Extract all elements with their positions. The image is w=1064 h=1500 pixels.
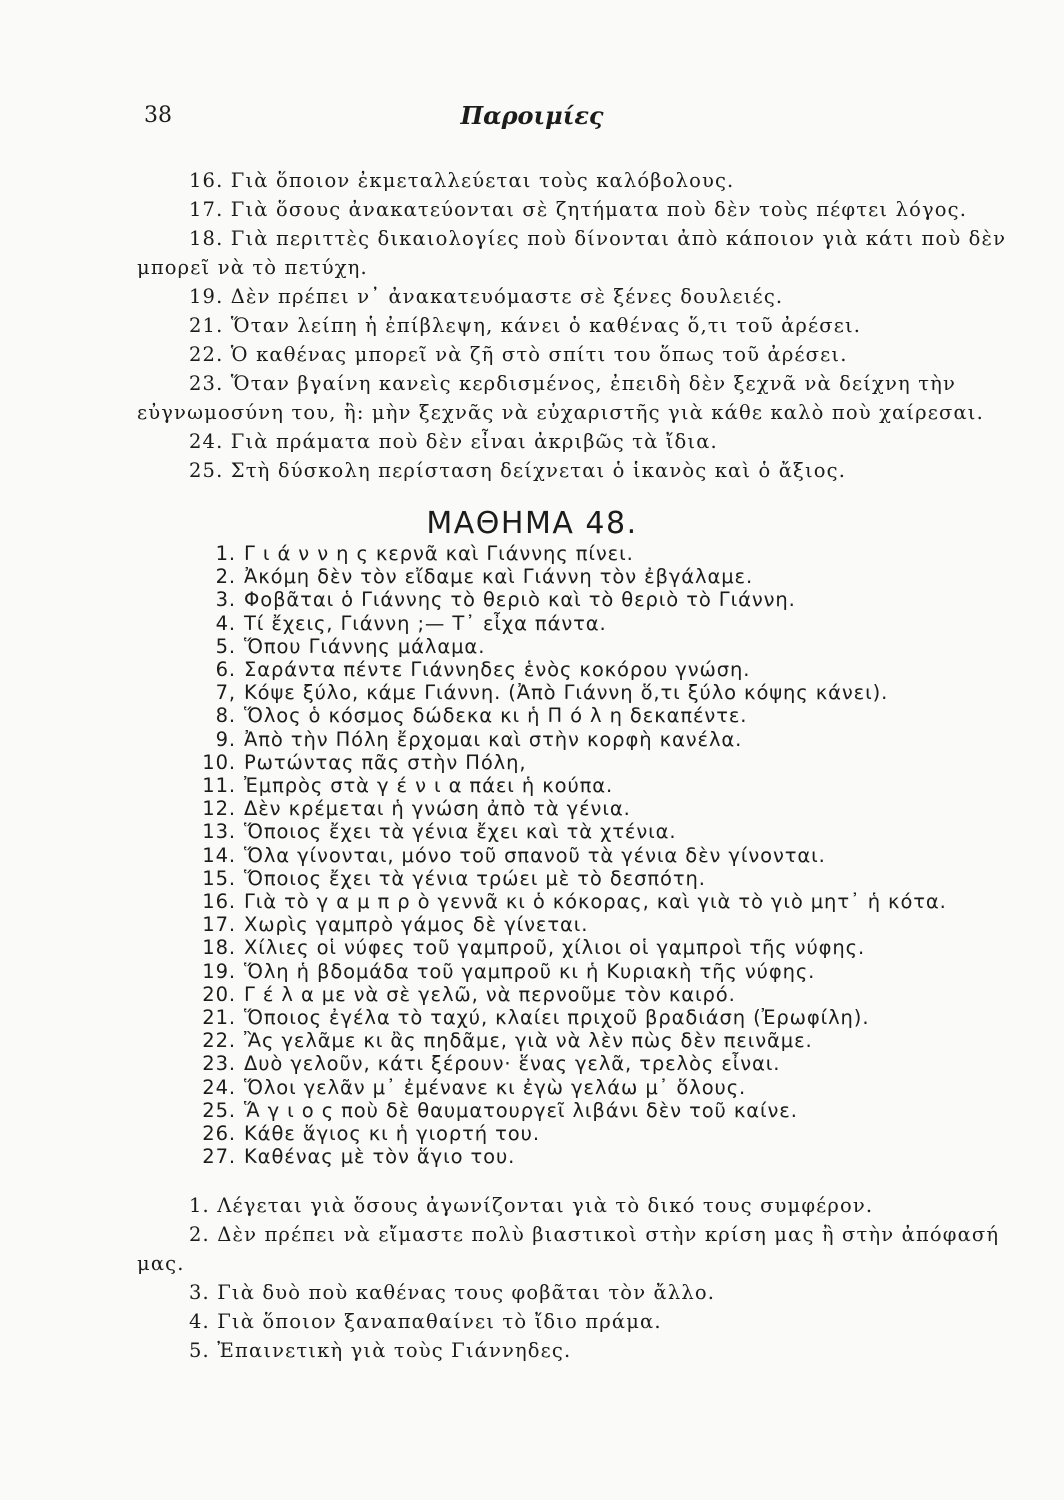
note-21: 21. Ὅταν λείπη ἡ ἐπίβλεψη, κάνει ὁ καθένας ὅ,τι τοῦ ἀρέσει. bbox=[189, 314, 862, 337]
saying-number: 20. bbox=[202, 982, 236, 1006]
saying-text: Καθένας μὲ τὸν ἅγιο του. bbox=[244, 1145, 516, 1169]
lesson-title: ΜΑΘΗΜΑ 48. bbox=[426, 506, 638, 541]
saying-number: 22. bbox=[202, 1029, 236, 1053]
lower-notes bbox=[137, 1191, 1037, 1365]
saying-number: 6. bbox=[215, 658, 236, 682]
saying-number: 4. bbox=[215, 611, 236, 635]
saying-text: Ὅποιος ἔχει τὰ γένια ἔχει καὶ τὰ χτένια. bbox=[244, 820, 677, 844]
saying-17 bbox=[192, 913, 1052, 936]
saying-text: Γ ι ά ν ν η ς κερνᾶ καὶ Γιάννης πίνει. bbox=[244, 542, 634, 565]
saying-text: Κάθε ἅγιος κι ἡ γιορτή του. bbox=[244, 1122, 540, 1146]
saying-22 bbox=[192, 1029, 1052, 1052]
saying-number: 21. bbox=[202, 1006, 236, 1030]
saying-text: Τί ἔχεις, Γιάννη ;— Τ᾽ εἶχα πάντα. bbox=[244, 611, 607, 635]
saying-16 bbox=[192, 890, 1052, 913]
saying-number: 23. bbox=[202, 1052, 236, 1076]
saying-number: 17. bbox=[202, 913, 236, 937]
note-25: 25. Στὴ δύσκολη περίσταση δείχνεται ὁ ἱκανὸς καὶ ὁ ἄξιος. bbox=[189, 459, 847, 482]
saying-text: Κόψε ξύλο, κάμε Γιάννη. (Ἀπὸ Γιάννη ὅ,τι ξύλο κόψης κάνει). bbox=[244, 681, 889, 705]
explanation-5: 5. Ἐπαινετικὴ γιὰ τοὺς Γιάννηδες. bbox=[189, 1339, 572, 1362]
saying-number: 12. bbox=[202, 797, 236, 821]
saying-text: Ἂς γελᾶμε κι ἂς πηδᾶμε, γιὰ νὰ λὲν πὼς δὲν πεινᾶμε. bbox=[244, 1029, 813, 1053]
saying-text: Γ έ λ α με νὰ σὲ γελῶ, νὰ περνοῦμε τὸν καιρό. bbox=[244, 982, 736, 1006]
saying-number: 26. bbox=[202, 1122, 236, 1146]
saying-7 bbox=[192, 681, 1052, 704]
saying-text: Ὅπου Γιάννης μάλαμα. bbox=[244, 634, 486, 658]
saying-text: Γιὰ τὸ γ α μ π ρ ὸ γεννᾶ κι ὁ κόκορας, καὶ γιὰ τὸ γιὸ μητ᾽ ἡ κότα. bbox=[244, 890, 947, 914]
note-18: 18. Γιὰ περιττὲς δικαιολογίες ποὺ δίνονται ἀπὸ κάποιον γιὰ κάτι ποὺ δὲν μπορεῖ νὰ τὸ πετύχη. bbox=[137, 227, 1007, 279]
note-19: 19. Δὲν πρέπει ν᾽ ἀνακατευόμαστε σὲ ξένες δουλειές. bbox=[189, 285, 784, 308]
saying-27 bbox=[192, 1145, 1052, 1168]
saying-number: 18. bbox=[202, 936, 236, 960]
saying-2 bbox=[192, 565, 1052, 588]
saying-11 bbox=[192, 774, 1052, 797]
saying-15 bbox=[192, 867, 1052, 890]
explanation-3: 3. Γιὰ δυὸ ποὺ καθένας τους φοβᾶται τὸν ἄλλο. bbox=[189, 1281, 716, 1304]
saying-text: Χίλιες οἱ νύφες τοῦ γαμπροῦ, χίλιοι οἱ γαμπροὶ τῆς νύφης. bbox=[244, 936, 866, 960]
saying-number: 24. bbox=[202, 1075, 236, 1099]
sayings-list bbox=[192, 542, 1052, 1168]
saying-text: Ὅποιος ἐγέλα τὸ ταχύ, κλαίει πριχοῦ βραδιάση (Ἐρωφίλη). bbox=[244, 1006, 870, 1030]
saying-24 bbox=[192, 1076, 1052, 1099]
note-24: 24. Γιὰ πράματα ποὺ δὲν εἶναι ἀκριβῶς τὰ ἴδια. bbox=[189, 430, 718, 453]
saying-25 bbox=[192, 1099, 1052, 1122]
saying-10 bbox=[192, 751, 1052, 774]
explanation-1: 1. Λέγεται γιὰ ὅσους ἀγωνίζονται γιὰ τὸ δικό τους συμφέρον. bbox=[189, 1194, 874, 1217]
upper-notes bbox=[137, 166, 1037, 485]
saying-number: 5. bbox=[215, 634, 236, 658]
note-23: 23. Ὅταν βγαίνη κανεὶς κερδισμένος, ἐπειδὴ δὲν ξεχνᾶ νὰ δείχνη τὴν εὐγνωμοσύνη του, ἢ: μὴν ξεχνᾶς νὰ εὐχαριστῆς γιὰ κάθε καλὸ ποὺ χαίρεσαι. bbox=[137, 372, 984, 424]
saying-number: 14. bbox=[202, 843, 236, 867]
saying-text: Ὅλοι γελᾶν μ᾽ ἐμένανε κι ἐγὼ γελάω μ᾽ ὅλους. bbox=[244, 1075, 747, 1099]
saying-number: 11. bbox=[202, 774, 236, 798]
saying-3 bbox=[192, 588, 1052, 611]
saying-9 bbox=[192, 728, 1052, 751]
saying-number: 8. bbox=[215, 704, 236, 728]
saying-4 bbox=[192, 612, 1052, 635]
saying-number: 19. bbox=[202, 959, 236, 983]
saying-text: Ὅλος ὁ κόσμος δώδεκα κι ἡ Π ό λ η δεκαπέντε. bbox=[244, 704, 748, 728]
saying-text: Ὅποιος ἔχει τὰ γένια τρώει μὲ τὸ δεσπότη. bbox=[244, 866, 706, 890]
saying-text: Ρωτώντας πᾶς στὴν Πόλη, bbox=[244, 750, 527, 774]
saying-number: 10. bbox=[202, 750, 236, 774]
saying-13 bbox=[192, 820, 1052, 843]
saying-6 bbox=[192, 658, 1052, 681]
saying-text: Φοβᾶται ὁ Γιάννης τὸ θεριὸ καὶ τὸ θεριὸ τὸ Γιάννη. bbox=[244, 588, 796, 612]
saying-number: 27. bbox=[202, 1145, 236, 1169]
saying-1 bbox=[192, 542, 1052, 565]
saying-text: Δὲν κρέμεται ἡ γνώση ἀπὸ τὰ γένια. bbox=[244, 797, 631, 821]
saying-8 bbox=[192, 704, 1052, 727]
saying-number: 3. bbox=[215, 588, 236, 612]
saying-21 bbox=[192, 1006, 1052, 1029]
saying-12 bbox=[192, 797, 1052, 820]
saying-18 bbox=[192, 936, 1052, 959]
saying-text: Ὅλη ἡ βδομάδα τοῦ γαμπροῦ κι ἡ Κυριακὴ τῆς νύφης. bbox=[244, 959, 816, 983]
saying-number: 1. bbox=[215, 542, 236, 565]
explanation-4: 4. Γιὰ ὅποιον ξαναπαθαίνει τὸ ἴδιο πράμα. bbox=[189, 1310, 662, 1333]
saying-20 bbox=[192, 983, 1052, 1006]
saying-5 bbox=[192, 635, 1052, 658]
saying-number: 15. bbox=[202, 866, 236, 890]
note-17: 17. Γιὰ ὅσους ἀνακατεύονται σὲ ζητήματα ποὺ δὲν τοὺς πέφτει λόγος. bbox=[189, 198, 968, 221]
saying-number: 16. bbox=[202, 890, 236, 914]
saying-number: 13. bbox=[202, 820, 236, 844]
saying-text: Χωρὶς γαμπρὸ γάμος δὲ γίνεται. bbox=[244, 913, 589, 937]
saying-19 bbox=[192, 960, 1052, 983]
saying-26 bbox=[192, 1122, 1052, 1145]
saying-14 bbox=[192, 844, 1052, 867]
saying-text: Ὅλα γίνονται, μόνο τοῦ σπανοῦ τὰ γένια δὲν γίνονται. bbox=[244, 843, 826, 867]
saying-23 bbox=[192, 1052, 1052, 1075]
saying-text: Ἐμπρὸς στὰ γ έ ν ι α πάει ἡ κούπα. bbox=[244, 774, 614, 798]
running-title: Παροιμίες bbox=[460, 101, 604, 130]
saying-text: Ἀπὸ τὴν Πόλη ἔρχομαι καὶ στὴν κορφὴ κανέλα. bbox=[244, 727, 743, 751]
page-number: 38 bbox=[144, 103, 172, 128]
note-16: 16. Γιὰ ὅποιον ἐκμεταλλεύεται τοὺς καλόβολους. bbox=[189, 169, 735, 192]
saying-number: 2. bbox=[215, 565, 236, 589]
saying-text: Ἀκόμη δὲν τὸν εἴδαμε καὶ Γιάννη τὸν ἐβγάλαμε. bbox=[244, 565, 754, 589]
explanation-2: 2. Δὲν πρέπει νὰ εἴμαστε πολὺ βιαστικοὶ στὴν κρίση μας ἢ στὴν ἀπόφασή μας. bbox=[137, 1223, 1000, 1275]
saying-number: 7, bbox=[215, 681, 236, 705]
saying-text: Ἅ γ ι ο ς ποὺ δὲ θαυματουργεῖ λιβάνι δὲν τοῦ καίνε. bbox=[244, 1098, 798, 1122]
saying-text: Δυὸ γελοῦν, κάτι ξέρουν· ἕνας γελᾶ, τρελὸς εἶναι. bbox=[244, 1052, 781, 1076]
saying-number: 9. bbox=[215, 727, 236, 751]
note-22: 22. Ὁ καθένας μπορεῖ νὰ ζῆ στὸ σπίτι του ὅπως τοῦ ἀρέσει. bbox=[189, 343, 848, 366]
saying-text: Σαράντα πέντε Γιάννηδες ἑνὸς κοκόρου γνώση. bbox=[244, 658, 751, 682]
saying-number: 25. bbox=[202, 1098, 236, 1122]
